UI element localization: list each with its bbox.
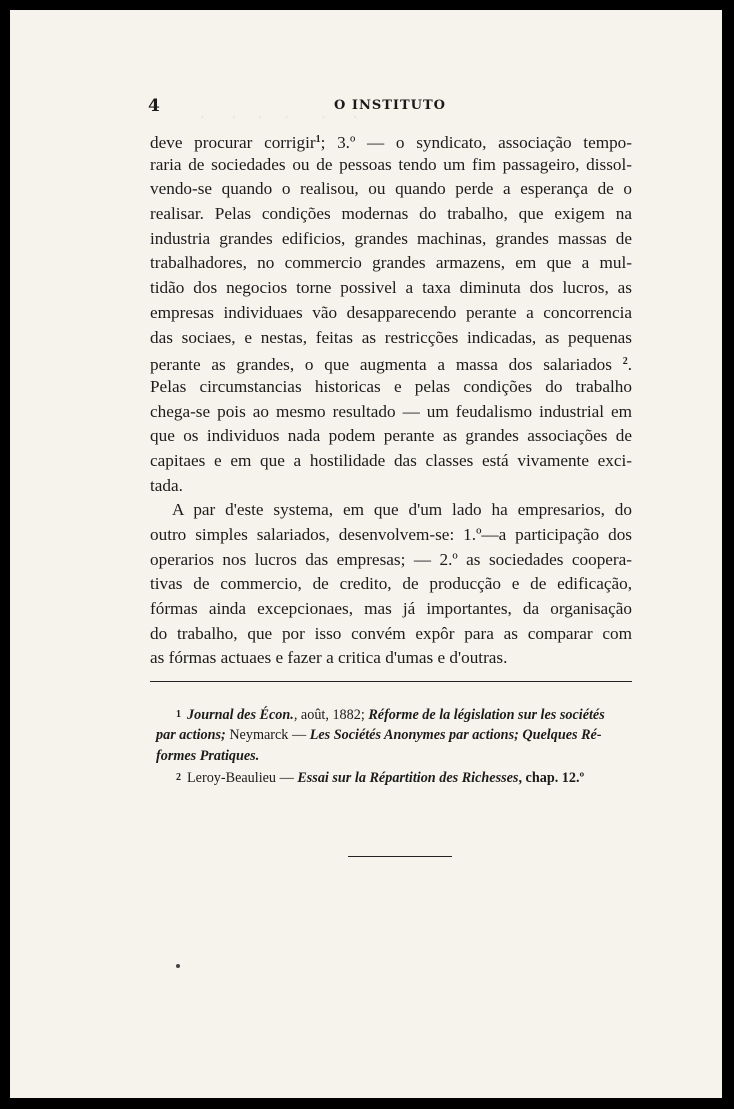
footnotes xyxy=(156,704,632,788)
text-line: perante as grandes, o que augmenta a massa dos salariados $^2$. xyxy=(150,355,633,375)
text-line: tidão dos negocios torne possivel a taxa diminuta dos lucros, as xyxy=(150,278,632,298)
footnote-2: 2 Leroy-Beaulieu — Essai sur la Répartition des Richesses, chap. 12.º xyxy=(176,770,585,786)
text-line: que os individuos nada podem perante as grandes associações de xyxy=(150,426,632,446)
footnote-ref-2: 2 xyxy=(622,356,628,368)
page-number: 4 xyxy=(148,96,160,116)
show-through-text: . . . . . . xyxy=(200,104,359,122)
text-line: fórmas ainda excepcionaes, mas já importantes, da organisação xyxy=(150,599,632,619)
text-line: deve procurar corrigir$^1$; 3.º — o syndicato, associação tempo- xyxy=(150,133,632,152)
text-line: capitaes e em que a hostilidade das classes está vivamente exci- xyxy=(150,450,632,470)
footnote-1: 1 Journal des Écon., août, 1882; Réforme de la législation sur les sociétés xyxy=(176,707,605,723)
text-line: realisar. Pelas condições modernas do trabalho, que exigem na xyxy=(150,204,632,224)
text-line: chega-se pois ao mesmo resultado — um feudalismo industrial em xyxy=(150,401,632,421)
text-line: outro simples salariados, desenvolvem-se: 1.º—a participação dos xyxy=(150,525,632,544)
footnote-1-cont: par actions; Neymarck — Les Sociétés Anonymes par actions; Quelques Ré- xyxy=(156,727,602,743)
footnote-divider xyxy=(150,681,632,682)
text-line: tada. xyxy=(150,475,183,495)
text-line: as fórmas actuaes e fazer a critica d'umas e d'outras. xyxy=(150,648,508,668)
footnote-1-cont: formes Pratiques. xyxy=(156,748,260,764)
text-line: vendo-se quando o realisou, ou quando perde a esperança de o xyxy=(150,179,632,199)
text-line: tivas de commercio, de credito, de producção e de edificação, xyxy=(150,574,632,594)
ink-speck xyxy=(176,964,180,968)
text-line: raria de sociedades ou de pessoas tendo um fim passageiro, dissol- xyxy=(150,154,632,174)
body-text xyxy=(150,128,632,671)
text-line: operarios nos lucros das empresas; — 2.º as sociedades coopera- xyxy=(150,549,632,569)
end-rule xyxy=(348,856,452,857)
running-title: O INSTITUTO xyxy=(334,98,446,113)
text-line: industria grandes edificios, grandes machinas, grandes massas de xyxy=(150,228,632,248)
text-line: das sociaes, e nestas, feitas as restricções indicadas, as pequenas xyxy=(150,327,632,347)
text-line: empresas individuaes vão desapparecendo perante a concorrencia xyxy=(150,302,632,322)
scanned-page xyxy=(10,10,722,1098)
text-line: trabalhadores, no commercio grandes armazens, em que a mul- xyxy=(150,253,632,273)
text-line: do trabalho, que por isso convém expôr para as comparar com xyxy=(150,623,632,643)
text-line: A par d'este systema, em que d'um lado ha empresarios, do xyxy=(172,500,632,520)
footnote-ref-1: 1 xyxy=(315,134,321,145)
text-line: Pelas circumstancias historicas e pelas condições do trabalho xyxy=(150,376,632,396)
